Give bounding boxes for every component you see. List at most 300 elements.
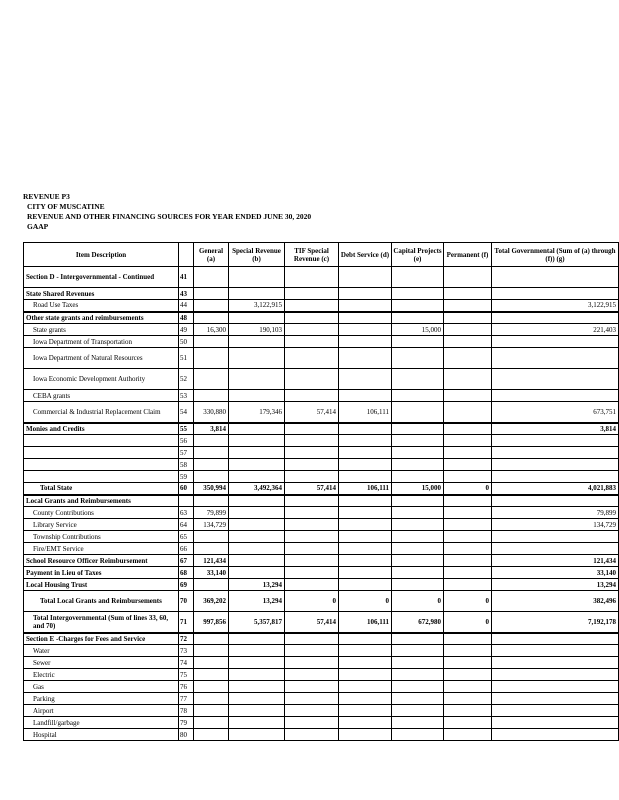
cell-b: 190,103 <box>229 324 285 336</box>
cell-item-description: Iowa Department of Transportation <box>24 336 179 348</box>
cell-b: 13,294 <box>229 591 285 612</box>
cell-b <box>229 657 285 669</box>
cell-e: 15,000 <box>392 483 444 495</box>
cell-a <box>194 543 229 555</box>
cell-item-description: Commercial & Industrial Replacement Claim <box>24 402 179 423</box>
cell-g: 221,403 <box>492 324 619 336</box>
table-row <box>24 591 619 612</box>
column-header-g: Total Governmental (Sum of (a) through (f)) (g) <box>492 243 619 267</box>
cell-c <box>285 705 339 717</box>
cell-c <box>285 669 339 681</box>
cell-e <box>392 531 444 543</box>
cell-f <box>444 471 492 483</box>
cell-c <box>285 447 339 459</box>
cell-g <box>492 693 619 705</box>
cell-item-description: Sewer <box>24 657 179 669</box>
cell-e <box>392 681 444 693</box>
table-row <box>24 681 619 693</box>
cell-c <box>285 507 339 519</box>
cell-line-number: 58 <box>179 459 194 471</box>
table-row <box>24 402 619 423</box>
cell-d <box>339 681 392 693</box>
cell-e <box>392 669 444 681</box>
cell-b <box>229 669 285 681</box>
table-row <box>24 336 619 348</box>
cell-d <box>339 645 392 657</box>
table-row <box>24 300 619 312</box>
cell-item-description: Total Local Grants and Reimbursements <box>24 591 179 612</box>
table-row <box>24 717 619 729</box>
cell-d <box>339 390 392 402</box>
cell-e <box>392 267 444 288</box>
cell-d <box>339 657 392 669</box>
cell-d <box>339 312 392 324</box>
cell-item-description: Library Service <box>24 519 179 531</box>
cell-d <box>339 669 392 681</box>
table-row <box>24 633 619 645</box>
cell-item-description: Section D - Intergovernmental - Continued <box>24 267 179 288</box>
cell-c <box>285 336 339 348</box>
cell-g <box>492 495 619 507</box>
cell-c <box>285 288 339 300</box>
cell-e <box>392 369 444 390</box>
cell-d <box>339 369 392 390</box>
cell-c <box>285 567 339 579</box>
cell-g: 7,192,178 <box>492 612 619 633</box>
column-header-a: General (a) <box>194 243 229 267</box>
cell-a <box>194 693 229 705</box>
cell-f: 0 <box>444 483 492 495</box>
cell-c <box>285 459 339 471</box>
cell-item-description <box>24 471 179 483</box>
table-row <box>24 612 619 633</box>
cell-f: 0 <box>444 591 492 612</box>
cell-b <box>229 543 285 555</box>
cell-c <box>285 324 339 336</box>
cell-e <box>392 348 444 369</box>
cell-f <box>444 729 492 741</box>
cell-d <box>339 459 392 471</box>
cell-line-number: 68 <box>179 567 194 579</box>
cell-c <box>285 645 339 657</box>
cell-a <box>194 390 229 402</box>
cell-g <box>492 336 619 348</box>
table-row <box>24 348 619 369</box>
cell-c <box>285 633 339 645</box>
cell-line-number: 51 <box>179 348 194 369</box>
cell-item-description: Fire/EMT Service <box>24 543 179 555</box>
cell-d: 106,111 <box>339 612 392 633</box>
cell-f <box>444 543 492 555</box>
cell-line-number: 76 <box>179 681 194 693</box>
cell-g <box>492 717 619 729</box>
cell-line-number: 57 <box>179 447 194 459</box>
cell-d <box>339 507 392 519</box>
cell-b <box>229 693 285 705</box>
cell-d <box>339 324 392 336</box>
cell-a <box>194 579 229 591</box>
cell-c <box>285 681 339 693</box>
table-row <box>24 471 619 483</box>
cell-g <box>492 705 619 717</box>
cell-f <box>444 423 492 435</box>
cell-e <box>392 693 444 705</box>
cell-c <box>285 579 339 591</box>
cell-line-number: 56 <box>179 435 194 447</box>
cell-a <box>194 435 229 447</box>
cell-item-description: Road Use Taxes <box>24 300 179 312</box>
cell-f <box>444 633 492 645</box>
cell-g: 3,122,915 <box>492 300 619 312</box>
cell-line-number: 43 <box>179 288 194 300</box>
cell-c: 57,414 <box>285 612 339 633</box>
cell-item-description: Gas <box>24 681 179 693</box>
cell-f <box>444 717 492 729</box>
cell-e <box>392 447 444 459</box>
cell-g <box>492 435 619 447</box>
cell-item-description: Local Housing Trust <box>24 579 179 591</box>
column-header-d: Debt Service (d) <box>339 243 392 267</box>
cell-g <box>492 459 619 471</box>
cell-b <box>229 519 285 531</box>
cell-c <box>285 348 339 369</box>
cell-a <box>194 471 229 483</box>
cell-c <box>285 267 339 288</box>
cell-d <box>339 348 392 369</box>
cell-b <box>229 471 285 483</box>
cell-line-number: 60 <box>179 483 194 495</box>
cell-e <box>392 555 444 567</box>
cell-e <box>392 312 444 324</box>
cell-a <box>194 369 229 390</box>
cell-d: 0 <box>339 591 392 612</box>
cell-d <box>339 693 392 705</box>
cell-e <box>392 729 444 741</box>
cell-e <box>392 471 444 483</box>
cell-a <box>194 336 229 348</box>
cell-a: 79,899 <box>194 507 229 519</box>
cell-item-description: Total State <box>24 483 179 495</box>
cell-b <box>229 555 285 567</box>
cell-a: 16,300 <box>194 324 229 336</box>
cell-f <box>444 459 492 471</box>
cell-c <box>285 390 339 402</box>
cell-b <box>229 459 285 471</box>
table-row <box>24 519 619 531</box>
table-row <box>24 507 619 519</box>
cell-c <box>285 435 339 447</box>
cell-c <box>285 729 339 741</box>
table-row <box>24 567 619 579</box>
table-row <box>24 729 619 741</box>
cell-f <box>444 336 492 348</box>
cell-a: 350,994 <box>194 483 229 495</box>
cell-item-description <box>24 435 179 447</box>
cell-b <box>229 267 285 288</box>
cell-line-number: 72 <box>179 633 194 645</box>
cell-a <box>194 531 229 543</box>
cell-item-description: CEBA grants <box>24 390 179 402</box>
cell-line-number: 80 <box>179 729 194 741</box>
cell-c <box>285 657 339 669</box>
cell-d <box>339 633 392 645</box>
cell-c <box>285 471 339 483</box>
cell-f <box>444 402 492 423</box>
cell-e <box>392 543 444 555</box>
cell-d <box>339 336 392 348</box>
column-header-c: TIF Special Revenue (c) <box>285 243 339 267</box>
cell-c <box>285 693 339 705</box>
table-row <box>24 669 619 681</box>
table-row <box>24 369 619 390</box>
cell-e: 15,000 <box>392 324 444 336</box>
cell-g: 3,814 <box>492 423 619 435</box>
cell-item-description <box>24 459 179 471</box>
column-header-b: Special Revenue (b) <box>229 243 285 267</box>
cell-a <box>194 681 229 693</box>
cell-item-description: Total Intergovernmental (Sum of lines 33, 60, and 70) <box>24 612 179 633</box>
cell-b <box>229 288 285 300</box>
cell-item-description: Hospital <box>24 729 179 741</box>
cell-e <box>392 705 444 717</box>
cell-e <box>392 495 444 507</box>
cell-line-number: 79 <box>179 717 194 729</box>
table-row <box>24 390 619 402</box>
cell-g <box>492 369 619 390</box>
column-header-e: Capital Projects (e) <box>392 243 444 267</box>
cell-g <box>492 543 619 555</box>
cell-b <box>229 567 285 579</box>
cell-d: 106,111 <box>339 483 392 495</box>
cell-b <box>229 336 285 348</box>
table-row <box>24 495 619 507</box>
cell-d <box>339 705 392 717</box>
cell-f <box>444 681 492 693</box>
cell-item-description: County Contributions <box>24 507 179 519</box>
cell-b <box>229 312 285 324</box>
table-row <box>24 312 619 324</box>
cell-e <box>392 507 444 519</box>
cell-f <box>444 693 492 705</box>
cell-e <box>392 390 444 402</box>
cell-e <box>392 288 444 300</box>
cell-item-description: Landfill/garbage <box>24 717 179 729</box>
cell-b <box>229 531 285 543</box>
cell-g <box>492 645 619 657</box>
cell-f: 0 <box>444 612 492 633</box>
cell-a <box>194 348 229 369</box>
cell-line-number <box>179 495 194 507</box>
cell-g <box>492 729 619 741</box>
cell-a: 134,729 <box>194 519 229 531</box>
cell-d <box>339 717 392 729</box>
cell-c <box>285 423 339 435</box>
cell-g <box>492 633 619 645</box>
cell-b <box>229 681 285 693</box>
cell-f <box>444 567 492 579</box>
cell-f <box>444 555 492 567</box>
cell-c <box>285 717 339 729</box>
table-row <box>24 645 619 657</box>
cell-b <box>229 348 285 369</box>
accounting-basis: GAAP <box>27 222 49 231</box>
cell-a: 369,202 <box>194 591 229 612</box>
cell-g: 4,021,883 <box>492 483 619 495</box>
cell-e <box>392 459 444 471</box>
cell-g: 33,140 <box>492 567 619 579</box>
cell-c: 57,414 <box>285 483 339 495</box>
cell-f <box>444 312 492 324</box>
cell-g: 121,434 <box>492 555 619 567</box>
cell-a <box>194 288 229 300</box>
column-header-item-description: Item Description <box>24 243 179 267</box>
cell-item-description: State grants <box>24 324 179 336</box>
cell-d <box>339 423 392 435</box>
cell-b <box>229 705 285 717</box>
cell-c <box>285 543 339 555</box>
cell-line-number: 66 <box>179 543 194 555</box>
cell-g: 673,751 <box>492 402 619 423</box>
cell-f <box>444 447 492 459</box>
cell-g: 382,496 <box>492 591 619 612</box>
cell-item-description: Payment in Lieu of Taxes <box>24 567 179 579</box>
report-header <box>23 192 311 232</box>
cell-f <box>444 495 492 507</box>
cell-f <box>444 300 492 312</box>
cell-g: 79,899 <box>492 507 619 519</box>
cell-b <box>229 507 285 519</box>
cell-c <box>285 531 339 543</box>
cell-a <box>194 669 229 681</box>
cell-item-description: State Shared Revenues <box>24 288 179 300</box>
cell-e <box>392 300 444 312</box>
cell-e <box>392 645 444 657</box>
cell-item-description: Parking <box>24 693 179 705</box>
cell-f <box>444 288 492 300</box>
revenue-table <box>23 242 619 741</box>
cell-line-number: 70 <box>179 591 194 612</box>
cell-b <box>229 633 285 645</box>
cell-b <box>229 447 285 459</box>
cell-f <box>444 369 492 390</box>
table-row <box>24 459 619 471</box>
cell-g <box>492 531 619 543</box>
cell-line-number: 63 <box>179 507 194 519</box>
cell-line-number: 49 <box>179 324 194 336</box>
cell-d <box>339 288 392 300</box>
cell-line-number: 69 <box>179 579 194 591</box>
cell-item-description: Section E -Charges for Fees and Service <box>24 633 179 645</box>
cell-g <box>492 390 619 402</box>
cell-d <box>339 579 392 591</box>
cell-e <box>392 519 444 531</box>
table-header-row <box>24 243 619 267</box>
table-row <box>24 705 619 717</box>
cell-g <box>492 288 619 300</box>
cell-line-number: 52 <box>179 369 194 390</box>
table-row <box>24 579 619 591</box>
cell-b <box>229 729 285 741</box>
cell-g <box>492 312 619 324</box>
table-row <box>24 447 619 459</box>
table-row <box>24 435 619 447</box>
cell-line-number: 41 <box>179 267 194 288</box>
cell-line-number: 59 <box>179 471 194 483</box>
cell-line-number: 74 <box>179 657 194 669</box>
cell-d <box>339 447 392 459</box>
cell-line-number: 54 <box>179 402 194 423</box>
cell-d <box>339 555 392 567</box>
cell-e: 672,980 <box>392 612 444 633</box>
cell-item-description: Electric <box>24 669 179 681</box>
cell-g: 134,729 <box>492 519 619 531</box>
cell-b <box>229 717 285 729</box>
cell-g <box>492 669 619 681</box>
table-row <box>24 324 619 336</box>
cell-e <box>392 336 444 348</box>
cell-g <box>492 348 619 369</box>
cell-e <box>392 579 444 591</box>
cell-a <box>194 705 229 717</box>
cell-e <box>392 633 444 645</box>
report-title: REVENUE AND OTHER FINANCING SOURCES FOR YEAR ENDED JUNE 30, 2020 <box>27 212 312 221</box>
cell-b <box>229 435 285 447</box>
report-code: REVENUE P3 <box>23 192 70 201</box>
cell-e: 0 <box>392 591 444 612</box>
cell-f <box>444 348 492 369</box>
table-row <box>24 531 619 543</box>
cell-item-description: Other state grants and reimbursements <box>24 312 179 324</box>
cell-f <box>444 435 492 447</box>
cell-b <box>229 495 285 507</box>
cell-item-description: Township Contributions <box>24 531 179 543</box>
cell-d <box>339 531 392 543</box>
cell-d <box>339 729 392 741</box>
cell-g: 13,294 <box>492 579 619 591</box>
table-body <box>24 267 619 741</box>
cell-item-description: Airport <box>24 705 179 717</box>
cell-f <box>444 579 492 591</box>
cell-a <box>194 657 229 669</box>
cell-f <box>444 390 492 402</box>
cell-c <box>285 312 339 324</box>
cell-a: 330,880 <box>194 402 229 423</box>
cell-e <box>392 567 444 579</box>
cell-e <box>392 402 444 423</box>
table-row <box>24 543 619 555</box>
table-row <box>24 288 619 300</box>
cell-d <box>339 519 392 531</box>
cell-d <box>339 435 392 447</box>
cell-a <box>194 729 229 741</box>
cell-f <box>444 519 492 531</box>
cell-b: 13,294 <box>229 579 285 591</box>
cell-g <box>492 471 619 483</box>
cell-line-number: 65 <box>179 531 194 543</box>
cell-e <box>392 657 444 669</box>
cell-item-description: Iowa Economic Development Authority <box>24 369 179 390</box>
cell-b <box>229 423 285 435</box>
table-row <box>24 657 619 669</box>
cell-f <box>444 657 492 669</box>
cell-line-number: 44 <box>179 300 194 312</box>
cell-g <box>492 447 619 459</box>
column-header-line <box>179 243 194 267</box>
cell-f <box>444 669 492 681</box>
cell-a <box>194 459 229 471</box>
cell-d <box>339 300 392 312</box>
cell-a <box>194 495 229 507</box>
